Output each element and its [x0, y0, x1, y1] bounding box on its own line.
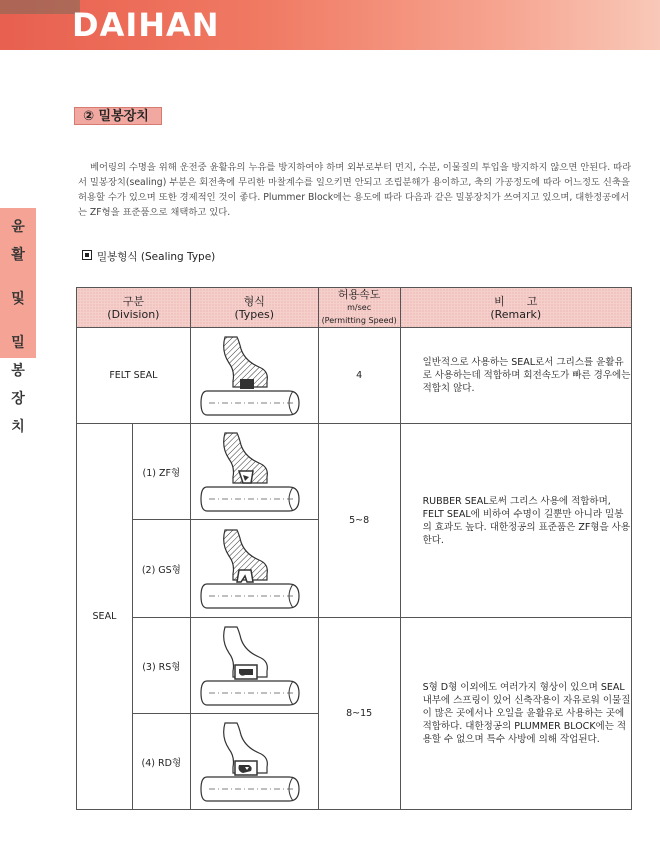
- side-tab-char: 윤: [11, 219, 25, 235]
- subheading: [82, 249, 215, 264]
- side-tab-char: [8, 274, 28, 280]
- side-tab-char: 활: [11, 247, 25, 263]
- felt-seal-drawing: [199, 331, 309, 421]
- header-speed-en: (Permitting Speed): [321, 316, 397, 325]
- page-header: [0, 0, 660, 50]
- felt-seal-diagram: [190, 328, 318, 424]
- row-label-rd: (4) RD형: [132, 714, 190, 810]
- side-tab: [0, 208, 36, 435]
- side-tab-char: 치: [11, 419, 25, 435]
- header-types-ko: 형식: [243, 294, 265, 308]
- group1-remark: RUBBER SEAL로써 그리스 사용에 적합하며, FELT SEAL에 비하여 수명이 길뿐만 아니라 밀봉의 효과도 높다. 대한정공의 표준품은 ZF형을 사용한다.: [400, 424, 631, 618]
- rd-seal-drawing: [199, 717, 309, 807]
- side-tab-char: [8, 318, 28, 324]
- rd-seal-diagram: [190, 714, 318, 810]
- row-label-rs: (3) RS형: [132, 618, 190, 714]
- intro-paragraph: 베어링의 수명을 위해 운전중 윤활유의 누유를 방지하여야 하며 외부로부터 먼지, 수분, 이물질의 투입을 방지하지 않으면 안된다. 따라서 밀봉장치(sealing) 부분은 회전축에 무리한 마찰계수를 일으키면 안되고 조립분해가 용이하고, 축의 가공정도에 따라 어느정도 신축을 허용할 수가 있으며 또한 경제적인 것이 좋다. Plummer Block에는 용도에 따라 다음과 같은 밀봉장치가 쓰여지고 있으며, 대한정공에서는 ZF형을 표준품으로 채택하고 있다.: [78, 162, 632, 218]
- gs-seal-diagram: [190, 520, 318, 618]
- felt-seal-remark: 일반적으로 사용하는 SEAL로서 그리스를 윤활유로 사용하는데 적합하며 회전속도가 빠른 경우에는 적합치 않다.: [400, 328, 631, 424]
- gs-seal-drawing: [199, 524, 309, 614]
- header-types: [190, 288, 318, 328]
- seal-group-label: SEAL: [77, 424, 133, 810]
- square-bullet-icon: [82, 250, 92, 260]
- group2-speed: 8~15: [318, 618, 400, 810]
- header-speed: [318, 288, 400, 328]
- header-division-en: (Division): [107, 307, 160, 321]
- side-tab-char: 밀: [11, 335, 25, 351]
- header-photo-strip: [0, 0, 80, 14]
- group2-remark: S형 D형 이외에도 여러가지 형상이 있으며 SEAL내부에 스프링이 있어 신축작용이 자유로워 이물질이 많은 곳에서나 오일을 윤활유로 사용하는 곳에 적합하다. 대한정공의 PLUMMER BLOCK에는 적용할 수 없으며 특수 사방에 의해 작업된다.: [400, 618, 631, 810]
- rs-seal-diagram: [190, 618, 318, 714]
- section-title: ② 밀봉장치: [74, 107, 162, 125]
- header-division: [77, 288, 191, 328]
- table-row: [77, 328, 632, 424]
- side-tab-char: 및: [11, 291, 25, 307]
- header-types-en: (Types): [234, 307, 275, 321]
- table-row: [77, 424, 632, 520]
- table-row: [77, 618, 632, 714]
- brand-logo: DAIHAN: [72, 6, 220, 44]
- rs-seal-drawing: [199, 621, 309, 711]
- group1-speed: 5~8: [318, 424, 400, 618]
- zf-seal-diagram: [190, 424, 318, 520]
- felt-seal-label: FELT SEAL: [77, 328, 191, 424]
- header-remark-ko: 비 고: [494, 294, 538, 308]
- table-header-row: [77, 288, 632, 328]
- side-tab-char: 봉: [11, 363, 25, 379]
- header-speed-ko: 허용속도: [337, 288, 381, 301]
- row-label-zf: (1) ZF형: [132, 424, 190, 520]
- subheading-text: 밀봉형식 (Sealing Type): [97, 251, 216, 263]
- row-label-gs: (2) GS형: [132, 520, 190, 618]
- zf-seal-drawing: [199, 427, 309, 517]
- header-remark: [400, 288, 631, 328]
- felt-seal-speed: 4: [318, 328, 400, 424]
- sealing-type-table: [76, 287, 632, 810]
- header-division-ko: 구분: [122, 294, 145, 308]
- header-remark-en: (Remark): [490, 307, 542, 321]
- side-tab-char: 장: [11, 391, 25, 407]
- header-speed-unit: m/sec: [347, 303, 372, 312]
